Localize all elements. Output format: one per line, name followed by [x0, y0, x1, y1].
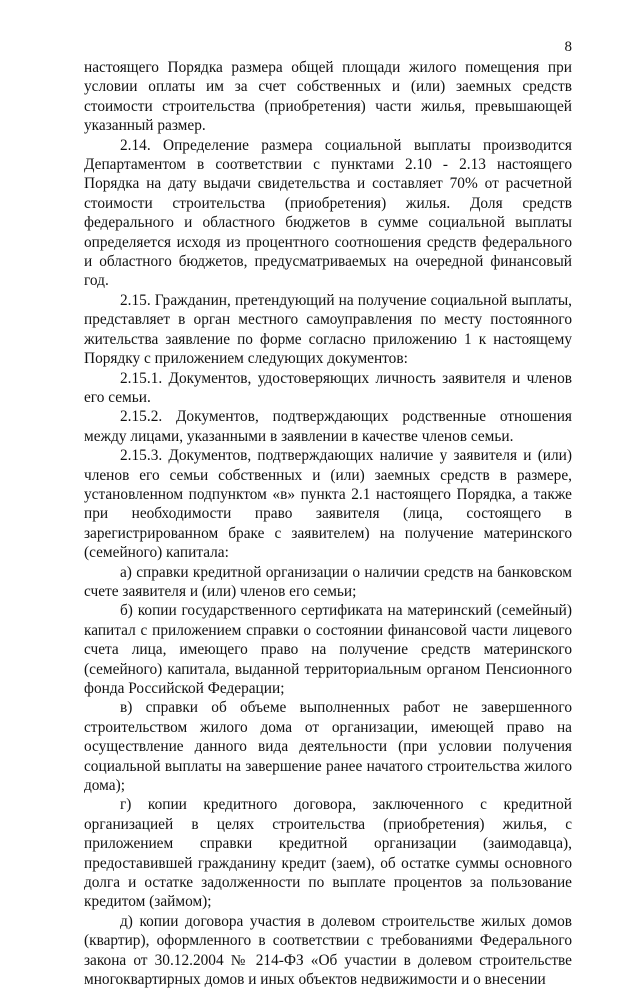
list-item-g: г) копии кредитного договора, заключенного с кредитной организацией в целях строительства (приобретения) жилья, с приложением справки кредитной организации (заимодавца), предоставившей гражданину кредит (заем), об остатке суммы основного долга и остатке задолженности по выплате процентов за пользование кредитом (займом); — [84, 796, 572, 911]
paragraph-2-15: 2.15. Гражданин, претендующий на получение социальной выплаты, представляет в орган местного самоуправления по месту постоянного жительства заявление по форме согласно приложению 1 к настоящему Порядку с приложением следующих документов: — [84, 291, 572, 368]
paragraph-2-15-3: 2.15.3. Документов, подтверждающих наличие у заявителя и (или) членов его семьи собственных и (или) заемных средств в размере, установленном подпунктом «в» пункта 2.1 настоящего Порядка, а также при необходимости право заявителя (лица, состоящего в зарегистрированном браке с заявителем) на получение материнского (семейного) капитала: — [84, 447, 572, 562]
paragraph-continuation: настоящего Порядка размера общей площади жилого помещения при условии оплаты им за счет собственных и (или) заемных средств стоимости строительства (приобретения) части жилья, превышающей указанный размер. — [84, 59, 572, 135]
list-item-d: д) копии договора участия в долевом строительстве жилых домов (квартир), оформленного в соответствии с требованиями Федерального закона от 30.12.2004 № 214-ФЗ «Об участии в долевом строительстве многоквартирных домов и иных объектов недвижимости и о внесении — [84, 912, 572, 989]
list-item-b: б) копии государственного сертификата на материнский (семейный) капитал с приложением справки о состоянии финансовой части лицевого счета лица, имеющего право на получение средств материнского (семейного) капитала, выданной территориальным органом Пенсионного фонда Российской Федерации; — [84, 602, 572, 697]
paragraph-2-15-1: 2.15.1. Документов, удостоверяющих личность заявителя и членов его семьи. — [84, 369, 572, 406]
page-number: 8 — [564, 39, 572, 55]
paragraph-2-14: 2.14. Определение размера социальной выплаты производится Департаментом в соответствии с пунктами 2.10 - 2.13 настоящего Порядка на дату выдачи свидетельства и составляет 70% от расчетной стоимости строительства (приобретения) жилья. Доля средств федерального и областного бюджетов в сумме социальной выплаты определяется исходя из процентного соотношения средств федерального и областного бюджетов, предусматриваемых на очередной финансовый год. — [84, 136, 572, 290]
paragraph-2-15-2: 2.15.2. Документов, подтверждающих родственные отношения между лицами, указанными в заявлении в качестве членов семьи. — [84, 408, 572, 445]
document-body — [84, 58, 572, 990]
list-item-v: в) справки об объеме выполненных работ не завершенного строительством жилого дома от организации, имеющей право на осуществление данного вида деятельности (при условии получения социальной выплаты на завершение ранее начатого строительства жилого дома); — [84, 699, 572, 795]
list-item-a: а) справки кредитной организации о наличии средств на банковском счете заявителя и (или) членов его семьи; — [84, 563, 572, 600]
